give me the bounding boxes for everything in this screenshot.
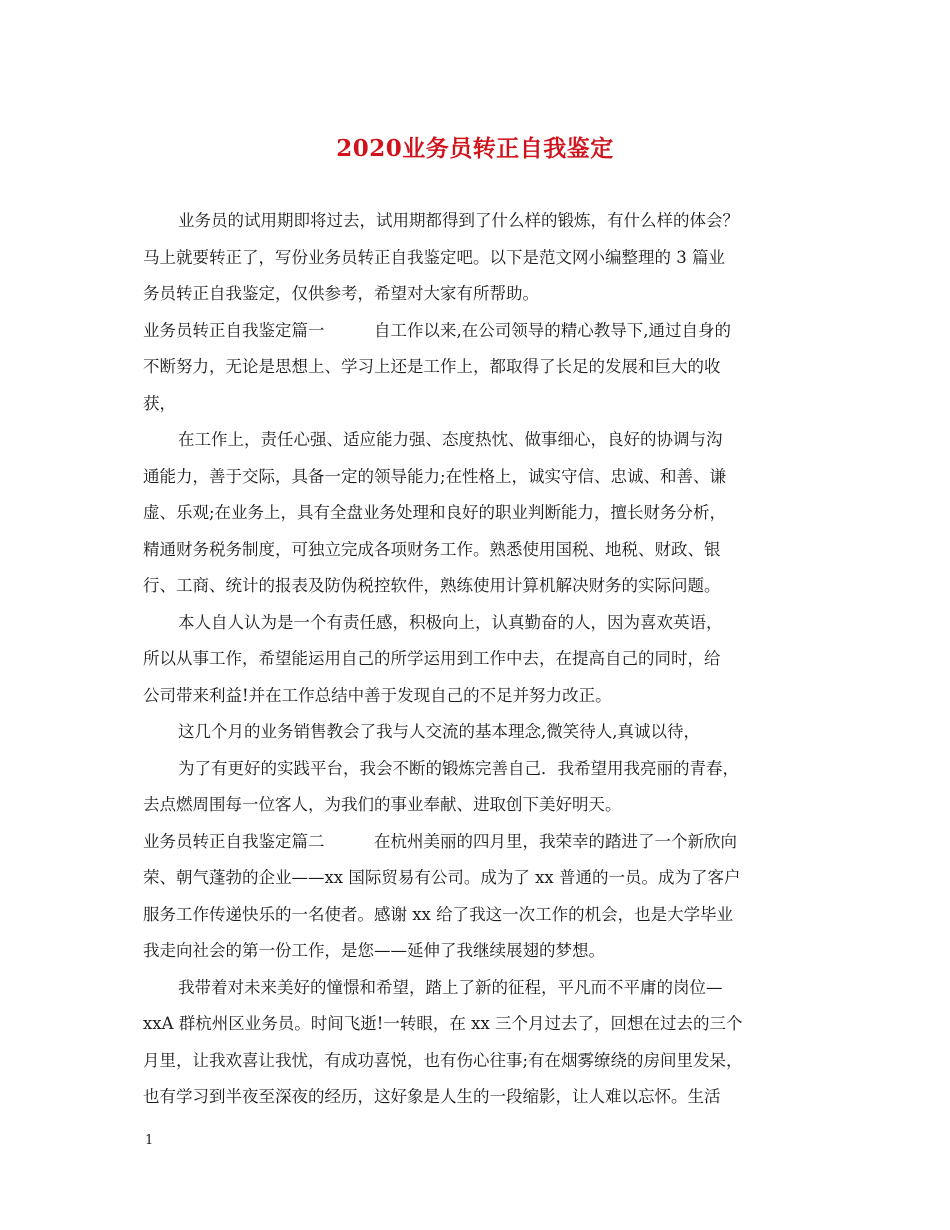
text-line: 通能力，善于交际，具备一定的领导能力;在性格上，诚实守信、忠诚、和善、谦: [143, 466, 727, 486]
text-line: 我走向社会的第一份工作，是您——延伸了我继续展翅的梦想。: [143, 941, 605, 960]
text-line: 所以从事工作，希望能运用自己的所学运用到工作中去，在提高自己的同时，给: [143, 649, 721, 668]
text-line: xxA 群杭州区业务员。时间飞逝!一转眼，在 xx 三个月过去了，回想在过去的三个: [143, 1014, 743, 1033]
document-body: [143, 203, 815, 1116]
text-line: 务员转正自我鉴定，仅供参考，希望对大家有所帮助。: [143, 284, 539, 303]
text-line: 去点燃周围每一位客人，为我们的事业奉献、进取创下美好明天。: [143, 795, 622, 814]
text-line: 公司带来利益!并在工作总结中善于发现自己的不足并努力改正。: [143, 685, 612, 705]
text-line: 业务员转正自我鉴定篇二 在杭州美丽的四月里，我荣幸的踏进了一个新欣向: [143, 831, 737, 851]
text-line: 为了有更好的实践平台，我会不断的锻炼完善自己．我希望用我亮丽的青春，: [178, 758, 739, 778]
text-line: 我带着对未来美好的憧憬和希望，踏上了新的征程，平凡而不平庸的岗位—: [178, 977, 723, 997]
text-line: 荣、朝气蓬勃的企业——xx 国际贸易有公司。成为了 xx 普通的一员。成为了客户: [143, 868, 741, 887]
text-line: 马上就要转正了，写份业务员转正自我鉴定吧。以下是范文网小编整理的 3 篇业: [143, 247, 725, 267]
text-line: 业务员转正自我鉴定篇一 自工作以来,在公司领导的精心教导下,通过自身的: [143, 320, 731, 340]
text-line: 不断努力，无论是思想上、学习上还是工作上，都取得了长足的发展和巨大的收: [143, 357, 721, 376]
text-line: 行、工商、统计的报表及防伪税控软件，熟练使用计算机解决财务的实际问题。: [143, 576, 721, 595]
text-line: 这几个月的业务销售教会了我与人交流的基本理念,微笑待人,真诚以待，: [178, 722, 700, 741]
text-line: 虚、乐观;在业务上，具有全盘业务处理和良好的职业判断能力，擅长财务分析，: [143, 503, 727, 522]
text-line: 获，: [143, 393, 176, 413]
text-line: 月里，让我欢喜让我忧，有成功喜悦，也有伤心往事;有在烟雾缭绕的房间里发呆，: [143, 1050, 743, 1070]
text-line: 精通财务税务制度，可独立完成各项财务工作。熟悉使用国税、地税、财政、银: [143, 539, 721, 559]
text-line: 也有学习到半夜至深夜的经历，这好象是人生的一段缩影，让人难以忘怀。生活: [143, 1087, 721, 1106]
text-line: 在工作上，责任心强、适应能力强、态度热忱、做事细心，良好的协调与沟: [178, 430, 723, 449]
page-number: 1: [145, 1133, 154, 1148]
document-title: 2020业务员转正自我鉴定: [336, 135, 614, 162]
text-line: 本人自人认为是一个有责任感，积极向上，认真勤奋的人，因为喜欢英语，: [178, 612, 723, 632]
text-line: 服务工作传递快乐的一名使者。感谢 xx 给了我这一次工作的机会，也是大学毕业: [143, 904, 734, 924]
text-line: 业务员的试用期即将过去，试用期都得到了什么样的锻炼，有什么样的体会？: [178, 211, 739, 230]
